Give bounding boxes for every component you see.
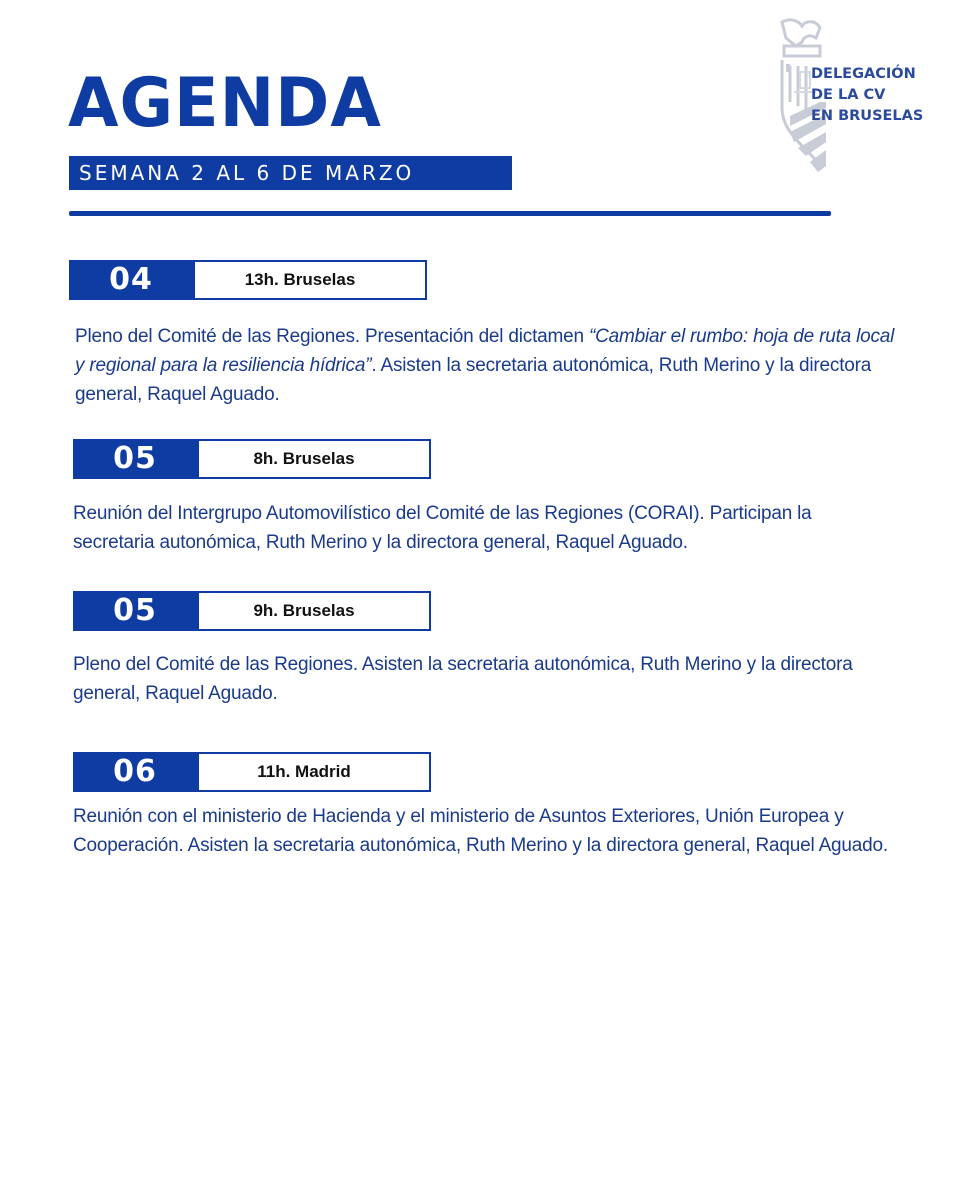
entry-description-text-cont: . Asisten la secretaria autonómica, Ruth Merino y la directora general, Raquel Aguado. — [75, 355, 872, 405]
entry-time-location: 13h. Bruselas — [193, 260, 427, 300]
entry-description: Reunión con el ministerio de Hacienda y el ministerio de Asuntos Exteriores, Unión Europea y Cooperación. Asisten la secretaria autonómica, Ruth Merino y la directora general, Raquel Aguado. — [73, 806, 888, 856]
logo-text — [811, 64, 923, 127]
entry-description-quote: “Cambiar el rumbo: hoja de ruta local y regional para la resiliencia hídrica” — [75, 326, 895, 376]
entry-time-location: 8h. Bruselas — [197, 439, 431, 479]
agenda-entry-header — [73, 439, 431, 479]
agenda-entry-header — [73, 752, 431, 792]
entry-description: Pleno del Comité de las Regiones. Asisten la secretaria autonómica, Ruth Merino y la directora general, Raquel Aguado. — [73, 654, 853, 704]
header-divider — [69, 211, 831, 216]
entry-description: Reunión del Intergrupo Automovilístico del Comité de las Regiones (CORAI). Participan la secretaria autonómica, Ruth Merino y la directora general, Raquel Aguado. — [73, 503, 812, 553]
entry-time-location: 9h. Bruselas — [197, 591, 431, 631]
agenda-entry-header — [73, 591, 431, 631]
entry-day: 05 — [73, 439, 197, 479]
logo-line-1: DELEGACIÓN — [811, 66, 916, 82]
entry-day: 06 — [73, 752, 197, 792]
agenda-entry-header — [69, 260, 427, 300]
week-banner: SEMANA 2 AL 6 DE MARZO — [69, 156, 512, 190]
logo-line-3: EN BRUSELAS — [811, 108, 924, 124]
entry-description-text: Pleno del Comité de las Regiones. Presentación del dictamen — [75, 326, 589, 347]
entry-day: 04 — [69, 260, 193, 300]
logo-line-2: DE LA CV — [811, 87, 886, 103]
entry-day: 05 — [73, 591, 197, 631]
page-title: AGENDA — [68, 64, 382, 143]
entry-description — [75, 322, 895, 409]
entry-time-location: 11h. Madrid — [197, 752, 431, 792]
